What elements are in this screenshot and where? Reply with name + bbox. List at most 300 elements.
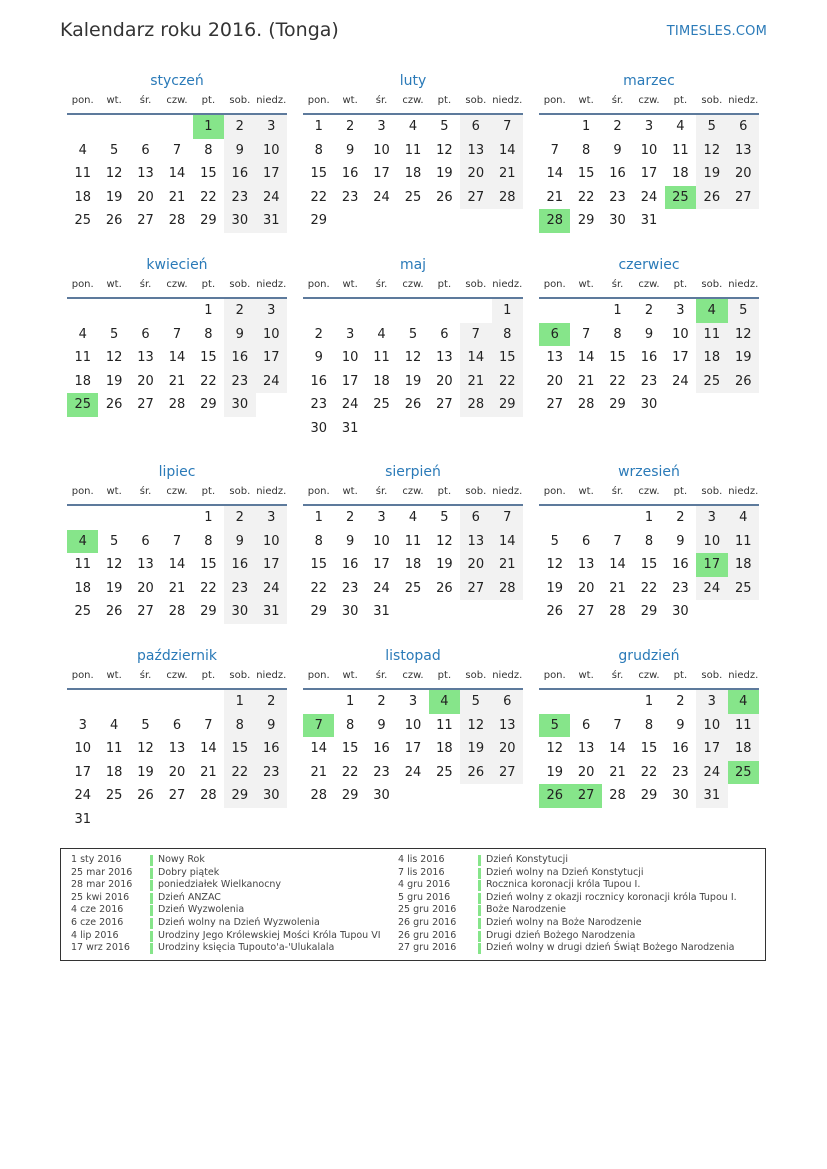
day-cell: 5 bbox=[550, 533, 559, 549]
day-cell: 20 bbox=[492, 737, 523, 761]
holiday-name: Nowy Rok bbox=[158, 854, 205, 865]
weekday-label: niedz. bbox=[492, 486, 523, 497]
weekday-label: czw. bbox=[166, 486, 188, 497]
day-cell: 8 bbox=[644, 533, 654, 549]
holiday-day-cell: 25 bbox=[665, 186, 696, 210]
month-11 bbox=[303, 645, 523, 808]
day-cell: 24 bbox=[256, 577, 287, 601]
day-cell: 26 bbox=[105, 213, 123, 228]
weekday-label: wt. bbox=[578, 279, 594, 290]
holiday-marker bbox=[150, 918, 153, 929]
day-cell: 26 bbox=[105, 397, 123, 412]
day-cell: 13 bbox=[137, 350, 154, 365]
day-cell: 16 bbox=[256, 737, 287, 761]
day-cell: 20 bbox=[137, 373, 154, 389]
day-cell: 22 bbox=[640, 764, 658, 780]
day-cell: 6 bbox=[460, 115, 491, 139]
day-cell: 26 bbox=[404, 397, 422, 412]
day-cell: 15 bbox=[200, 350, 217, 365]
day-cell: 3 bbox=[676, 303, 685, 318]
day-cell: 7 bbox=[172, 533, 182, 549]
day-cell: 13 bbox=[436, 350, 453, 365]
day-cell: 24 bbox=[640, 189, 658, 205]
day-cell: 18 bbox=[672, 166, 689, 181]
day-cell: 11 bbox=[404, 533, 422, 549]
day-cell: 21 bbox=[609, 580, 626, 596]
day-cell: 12 bbox=[105, 557, 123, 572]
day-cell: 13 bbox=[577, 741, 595, 756]
day-cell: 23 bbox=[341, 189, 359, 205]
weekday-label: śr. bbox=[375, 486, 388, 497]
weekday-header bbox=[539, 483, 759, 506]
day-cell: 3 bbox=[377, 510, 386, 525]
weekday-label: śr. bbox=[611, 670, 624, 681]
day-cell: 11 bbox=[74, 166, 91, 181]
day-cell: 17 bbox=[256, 162, 287, 186]
day-cell: 23 bbox=[341, 580, 359, 596]
day-cell: 22 bbox=[341, 764, 359, 780]
holiday-marker bbox=[150, 931, 153, 942]
day-cell: 31 bbox=[696, 784, 727, 808]
holiday-marker bbox=[478, 880, 481, 891]
day-cell: 7 bbox=[613, 533, 622, 549]
holiday-name: Dzień wolny na Dzień Wyzwolenia bbox=[158, 916, 320, 928]
day-cell: 15 bbox=[200, 557, 217, 572]
weekday-header bbox=[303, 276, 523, 299]
day-cell: 5 bbox=[728, 299, 759, 323]
brand-link[interactable]: TIMESLES.COM bbox=[666, 24, 767, 39]
weekday-label: niedz. bbox=[728, 486, 759, 497]
weekday-label: śr. bbox=[139, 279, 152, 290]
day-cell: 5 bbox=[440, 119, 449, 134]
weekday-label: sob. bbox=[229, 95, 251, 106]
weekday-label: pt. bbox=[201, 486, 216, 497]
holiday-name: Dobry piątek bbox=[158, 866, 220, 878]
day-cell: 31 bbox=[640, 213, 658, 228]
day-cell: 12 bbox=[546, 557, 563, 572]
weekday-label: sob. bbox=[701, 279, 723, 290]
holiday-name: Urodziny Jego Królewskiej Mości Króla Tupou VI bbox=[158, 929, 381, 941]
weekday-header bbox=[539, 667, 759, 690]
weekday-label: niedz. bbox=[492, 95, 523, 106]
month-name: wrzesień bbox=[618, 464, 680, 480]
day-cell: 14 bbox=[310, 741, 327, 756]
weekday-label: śr. bbox=[139, 486, 152, 497]
day-cell: 27 bbox=[137, 213, 154, 228]
empty-cell bbox=[303, 690, 334, 714]
day-cell: 1 bbox=[314, 119, 323, 134]
empty-cell bbox=[397, 299, 428, 323]
day-cell: 6 bbox=[581, 533, 591, 549]
empty-cell bbox=[161, 506, 192, 530]
holiday-name: Dzień Wyzwolenia bbox=[158, 904, 245, 916]
day-cell: 2 bbox=[644, 303, 654, 318]
holiday-date: 26 gru 2016 bbox=[398, 916, 457, 928]
day-cell: 24 bbox=[404, 764, 422, 780]
day-cell: 4 bbox=[78, 142, 87, 158]
day-cell: 26 bbox=[728, 370, 759, 394]
weekday-label: pt. bbox=[201, 95, 216, 106]
day-cell: 17 bbox=[640, 166, 658, 181]
day-cell: 12 bbox=[728, 323, 759, 347]
day-cell: 23 bbox=[373, 764, 390, 780]
month-7 bbox=[67, 461, 287, 624]
weekday-label: śr. bbox=[611, 279, 624, 290]
weekday-label: pt. bbox=[673, 95, 688, 106]
day-grid bbox=[539, 115, 759, 233]
day-cell: 25 bbox=[696, 370, 727, 394]
empty-cell bbox=[67, 690, 98, 714]
holiday-date: 27 gru 2016 bbox=[398, 942, 457, 954]
day-cell: 2 bbox=[676, 510, 685, 525]
holiday-day-cell: 17 bbox=[696, 553, 727, 577]
day-cell: 27 bbox=[460, 577, 491, 601]
holiday-name: Drugi dzień Bożego Narodzenia bbox=[486, 929, 636, 941]
day-cell: 14 bbox=[492, 530, 523, 554]
day-cell: 27 bbox=[492, 761, 523, 785]
day-cell: 19 bbox=[696, 162, 727, 186]
day-cell: 11 bbox=[696, 323, 727, 347]
day-cell: 6 bbox=[460, 506, 491, 530]
weekday-label: pon. bbox=[543, 486, 566, 497]
day-cell: 6 bbox=[728, 115, 759, 139]
day-cell: 12 bbox=[460, 714, 491, 738]
day-cell: 21 bbox=[609, 764, 626, 780]
day-cell: 30 bbox=[672, 788, 689, 803]
month-6 bbox=[539, 254, 759, 417]
day-cell: 24 bbox=[74, 788, 91, 803]
holiday-name: Urodziny księcia Tupouto'a-'Ulukalala bbox=[158, 942, 335, 954]
day-cell: 20 bbox=[577, 764, 595, 780]
empty-cell bbox=[539, 506, 570, 530]
weekday-label: wt. bbox=[106, 279, 122, 290]
day-grid bbox=[303, 690, 523, 808]
weekday-label: wt. bbox=[342, 486, 358, 497]
day-cell: 29 bbox=[341, 788, 359, 803]
day-cell: 29 bbox=[200, 604, 217, 619]
day-cell: 10 bbox=[256, 139, 287, 163]
weekday-label: sob. bbox=[229, 279, 251, 290]
day-cell: 19 bbox=[546, 764, 563, 780]
day-cell: 19 bbox=[728, 346, 759, 370]
day-cell: 11 bbox=[105, 741, 123, 756]
day-cell: 22 bbox=[200, 189, 217, 205]
weekday-header bbox=[67, 483, 287, 506]
day-cell: 28 bbox=[310, 788, 327, 803]
day-cell: 28 bbox=[168, 213, 186, 228]
day-grid bbox=[67, 299, 287, 417]
day-grid bbox=[67, 506, 287, 624]
day-cell: 22 bbox=[200, 580, 217, 596]
day-cell: 30 bbox=[609, 213, 626, 228]
day-cell: 24 bbox=[373, 189, 390, 205]
day-cell: 18 bbox=[373, 373, 390, 389]
empty-cell bbox=[570, 690, 601, 714]
day-cell: 23 bbox=[672, 764, 689, 780]
day-cell: 17 bbox=[256, 553, 287, 577]
day-cell: 25 bbox=[74, 213, 91, 228]
weekday-label: pt. bbox=[673, 670, 688, 681]
day-cell: 26 bbox=[137, 788, 154, 803]
holiday-name: Dzień wolny na Boże Narodzenie bbox=[486, 916, 642, 928]
day-cell: 27 bbox=[436, 397, 453, 412]
weekday-header bbox=[67, 276, 287, 299]
empty-cell bbox=[570, 299, 601, 323]
weekday-label: czw. bbox=[166, 95, 188, 106]
holiday-marker bbox=[478, 905, 481, 916]
day-cell: 30 bbox=[224, 209, 255, 233]
day-cell: 2 bbox=[224, 506, 255, 530]
holiday-list bbox=[60, 848, 766, 961]
day-cell: 12 bbox=[137, 741, 154, 756]
day-cell: 16 bbox=[672, 741, 689, 756]
day-cell: 10 bbox=[373, 142, 390, 158]
weekday-header bbox=[303, 667, 523, 690]
weekday-label: śr. bbox=[375, 95, 388, 106]
day-cell: 17 bbox=[373, 557, 390, 572]
day-cell: 28 bbox=[168, 397, 186, 412]
day-cell: 21 bbox=[200, 764, 217, 780]
day-cell: 5 bbox=[109, 142, 119, 158]
day-cell: 7 bbox=[460, 323, 491, 347]
day-cell: 29 bbox=[640, 604, 658, 619]
day-cell: 23 bbox=[224, 370, 255, 394]
weekday-label: niedz. bbox=[728, 670, 759, 681]
holiday-day-cell: 7 bbox=[303, 714, 334, 738]
weekday-label: pon. bbox=[71, 95, 94, 106]
day-cell: 1 bbox=[224, 690, 255, 714]
weekday-label: czw. bbox=[402, 279, 424, 290]
day-cell: 16 bbox=[609, 166, 626, 181]
day-cell: 2 bbox=[613, 119, 622, 134]
day-cell: 12 bbox=[105, 166, 123, 181]
holiday-date: 26 gru 2016 bbox=[398, 929, 457, 941]
day-cell: 30 bbox=[310, 420, 327, 436]
weekday-label: śr. bbox=[139, 95, 152, 106]
day-cell: 29 bbox=[492, 393, 523, 417]
day-cell: 24 bbox=[373, 580, 390, 596]
month-3 bbox=[539, 70, 759, 233]
weekday-label: sob. bbox=[465, 279, 487, 290]
empty-cell bbox=[67, 506, 98, 530]
holiday-marker bbox=[478, 931, 481, 942]
day-cell: 11 bbox=[728, 530, 759, 554]
day-cell: 6 bbox=[492, 690, 523, 714]
day-cell: 15 bbox=[577, 166, 595, 181]
day-cell: 27 bbox=[137, 604, 154, 619]
holiday-name: poniedziałek Wielkanocny bbox=[158, 879, 282, 891]
day-cell: 25 bbox=[436, 764, 453, 780]
day-cell: 5 bbox=[408, 326, 418, 342]
holiday-marker bbox=[478, 893, 481, 904]
day-cell: 20 bbox=[168, 764, 186, 780]
day-cell: 11 bbox=[74, 350, 91, 365]
day-cell: 18 bbox=[436, 741, 453, 756]
weekday-label: pon. bbox=[307, 670, 330, 681]
day-cell: 13 bbox=[546, 350, 563, 365]
weekday-label: niedz. bbox=[492, 279, 523, 290]
holiday-date: 5 gru 2016 bbox=[398, 891, 451, 903]
day-cell: 26 bbox=[460, 761, 491, 785]
weekday-label: czw. bbox=[166, 670, 188, 681]
weekday-label: pon. bbox=[307, 486, 330, 497]
holiday-marker bbox=[478, 855, 481, 866]
day-cell: 28 bbox=[460, 393, 491, 417]
holiday-name: Dzień wolny na Dzień Konstytucji bbox=[486, 866, 644, 878]
day-cell: 25 bbox=[728, 577, 759, 601]
day-cell: 23 bbox=[310, 397, 327, 412]
weekday-label: śr. bbox=[611, 486, 624, 497]
day-cell: 20 bbox=[460, 162, 491, 186]
day-cell: 19 bbox=[404, 373, 422, 389]
day-cell: 8 bbox=[204, 326, 213, 342]
weekday-header bbox=[303, 483, 523, 506]
weekday-label: czw. bbox=[402, 670, 424, 681]
day-cell: 3 bbox=[256, 115, 287, 139]
day-cell: 5 bbox=[440, 510, 449, 525]
empty-cell bbox=[98, 299, 129, 323]
day-cell: 25 bbox=[404, 580, 422, 596]
holiday-name: Rocznica koronacji króla Tupou I. bbox=[486, 879, 641, 891]
day-cell: 4 bbox=[676, 119, 685, 134]
day-cell: 16 bbox=[672, 557, 689, 572]
day-cell: 21 bbox=[492, 553, 523, 577]
day-cell: 27 bbox=[728, 186, 759, 210]
weekday-header bbox=[67, 92, 287, 115]
empty-cell bbox=[303, 299, 334, 323]
weekday-label: czw. bbox=[638, 486, 660, 497]
day-cell: 28 bbox=[609, 604, 626, 619]
day-grid bbox=[303, 115, 523, 233]
holiday-name: Dzień ANZAC bbox=[158, 891, 221, 903]
day-cell: 8 bbox=[492, 323, 523, 347]
weekday-label: czw. bbox=[638, 670, 660, 681]
day-cell: 1 bbox=[345, 694, 355, 709]
empty-cell bbox=[98, 115, 129, 139]
empty-cell bbox=[539, 690, 570, 714]
day-cell: 18 bbox=[728, 553, 759, 577]
weekday-label: śr. bbox=[375, 279, 388, 290]
day-cell: 7 bbox=[550, 142, 559, 158]
day-cell: 25 bbox=[373, 397, 390, 412]
weekday-label: czw. bbox=[402, 95, 424, 106]
day-cell: 9 bbox=[256, 714, 287, 738]
day-cell: 18 bbox=[105, 764, 123, 780]
holiday-name: Dzień wolny w drugi dzień Świąt Bożego Narodzenia bbox=[486, 942, 735, 954]
holiday-marker bbox=[478, 918, 481, 929]
day-cell: 17 bbox=[696, 737, 727, 761]
day-cell: 28 bbox=[492, 186, 523, 210]
weekday-label: sob. bbox=[229, 670, 251, 681]
day-cell: 18 bbox=[404, 557, 422, 572]
day-cell: 16 bbox=[341, 166, 359, 181]
day-cell: 20 bbox=[137, 189, 154, 205]
empty-cell bbox=[67, 299, 98, 323]
empty-cell bbox=[334, 299, 365, 323]
day-cell: 2 bbox=[345, 119, 355, 134]
day-cell: 20 bbox=[137, 580, 154, 596]
day-cell: 28 bbox=[168, 604, 186, 619]
day-cell: 27 bbox=[168, 788, 186, 803]
month-name: czerwiec bbox=[618, 257, 680, 273]
day-cell: 21 bbox=[168, 373, 186, 389]
day-cell: 11 bbox=[373, 350, 390, 365]
holiday-day-cell: 4 bbox=[696, 299, 727, 323]
day-cell: 1 bbox=[581, 119, 591, 134]
weekday-label: niedz. bbox=[728, 279, 759, 290]
day-cell: 29 bbox=[609, 397, 626, 412]
day-cell: 9 bbox=[224, 530, 255, 554]
day-cell: 13 bbox=[492, 714, 523, 738]
weekday-label: pt. bbox=[201, 279, 216, 290]
day-cell: 19 bbox=[436, 557, 453, 572]
holiday-marker bbox=[150, 943, 153, 954]
day-cell: 29 bbox=[200, 213, 217, 228]
day-cell: 28 bbox=[577, 397, 595, 412]
empty-cell bbox=[130, 506, 161, 530]
day-cell: 15 bbox=[224, 737, 255, 761]
weekday-label: pon. bbox=[543, 670, 566, 681]
holiday-date: 4 gru 2016 bbox=[398, 879, 451, 891]
weekday-label: pon. bbox=[307, 279, 330, 290]
day-cell: 4 bbox=[728, 506, 759, 530]
month-name: styczeń bbox=[150, 73, 204, 89]
day-cell: 29 bbox=[224, 784, 255, 808]
day-grid bbox=[539, 690, 759, 808]
holiday-day-cell: 27 bbox=[570, 784, 601, 808]
holiday-date: 6 cze 2016 bbox=[71, 916, 124, 928]
day-cell: 26 bbox=[436, 189, 453, 205]
day-cell: 29 bbox=[640, 788, 658, 803]
day-cell: 18 bbox=[404, 166, 422, 181]
day-cell: 10 bbox=[256, 323, 287, 347]
day-cell: 29 bbox=[310, 604, 327, 619]
day-cell: 5 bbox=[460, 690, 491, 714]
day-cell: 8 bbox=[314, 142, 323, 158]
day-cell: 4 bbox=[78, 326, 87, 342]
day-cell: 19 bbox=[546, 580, 563, 596]
day-cell: 1 bbox=[492, 299, 523, 323]
day-cell: 13 bbox=[460, 530, 491, 554]
day-cell: 8 bbox=[345, 717, 355, 733]
day-cell: 30 bbox=[224, 600, 255, 624]
day-cell: 22 bbox=[577, 189, 595, 205]
day-cell: 5 bbox=[696, 115, 727, 139]
day-cell: 19 bbox=[105, 580, 123, 596]
weekday-label: pon. bbox=[543, 279, 566, 290]
day-cell: 12 bbox=[436, 142, 453, 158]
day-cell: 6 bbox=[141, 142, 150, 158]
day-cell: 2 bbox=[224, 115, 255, 139]
weekday-label: śr. bbox=[611, 95, 624, 106]
weekday-label: pt. bbox=[437, 670, 452, 681]
day-cell: 22 bbox=[310, 189, 327, 205]
day-cell: 25 bbox=[74, 604, 91, 619]
weekday-label: wt. bbox=[106, 95, 122, 106]
month-name: luty bbox=[399, 73, 427, 89]
day-cell: 13 bbox=[137, 557, 154, 572]
day-cell: 22 bbox=[200, 373, 217, 389]
month-8 bbox=[303, 461, 523, 624]
empty-cell bbox=[193, 690, 224, 714]
holiday-day-cell: 4 bbox=[67, 530, 98, 554]
day-cell: 25 bbox=[105, 788, 123, 803]
day-cell: 13 bbox=[137, 166, 154, 181]
holiday-marker bbox=[150, 880, 153, 891]
empty-cell bbox=[98, 690, 129, 714]
day-cell: 4 bbox=[408, 510, 418, 525]
day-cell: 13 bbox=[577, 557, 595, 572]
